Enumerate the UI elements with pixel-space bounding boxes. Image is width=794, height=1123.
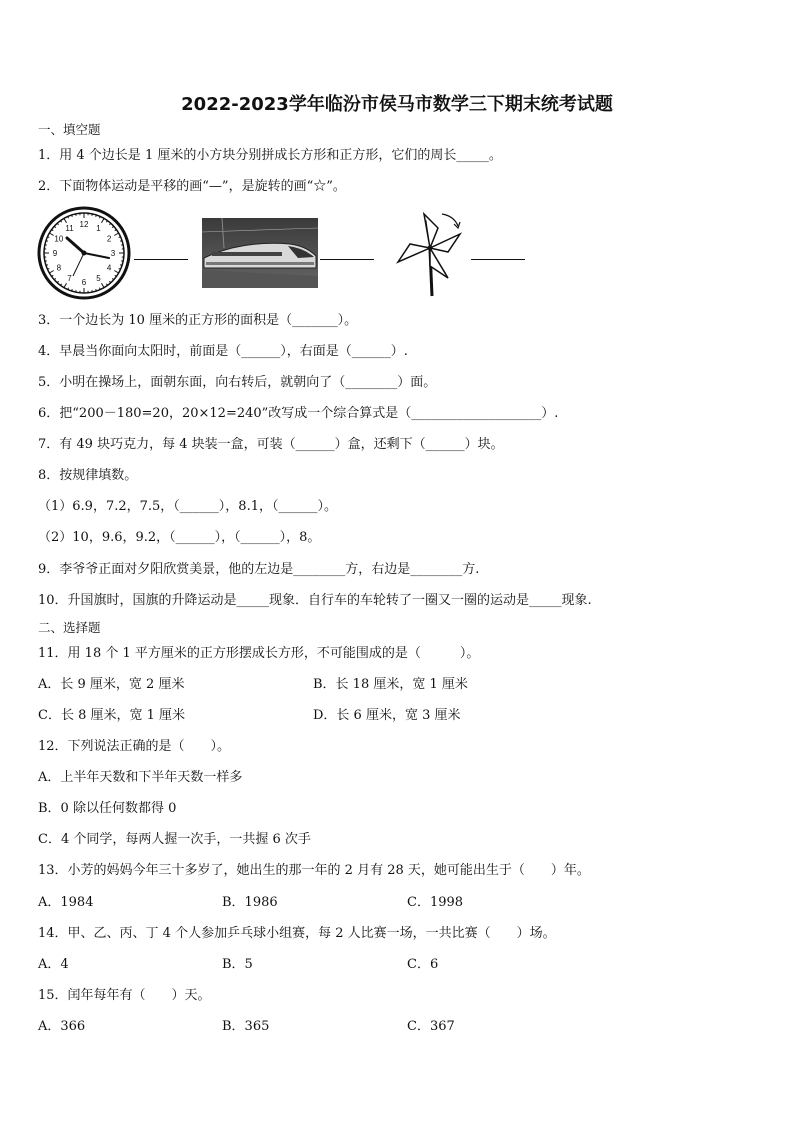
q15-option-c: C．367 bbox=[407, 1019, 455, 1034]
q12-option-a: A．上半年天数和下半年天数一样多 bbox=[38, 770, 243, 785]
question-2: 2．下面物体运动是平移的画“—”，是旋转的画“☆”。 bbox=[38, 179, 346, 194]
clock-number: 12 bbox=[79, 220, 89, 229]
q14-option-a: A．4 bbox=[38, 957, 69, 972]
question-8: 8．按规律填数。 bbox=[38, 468, 138, 483]
q11-option-b: B．长 18 厘米，宽 1 厘米 bbox=[313, 677, 468, 692]
section-fill-blank: 一、填空题 bbox=[38, 122, 101, 137]
question-1: 1．用 4 个边长是 1 厘米的小方块分别拼成长方形和正方形，它们的周长_____。 bbox=[38, 148, 502, 163]
clock-tick bbox=[72, 289, 73, 291]
question-8-part-2: （2）10，9.6，9.2，（______），（______），8。 bbox=[38, 530, 321, 545]
clock-number: 7 bbox=[67, 274, 72, 284]
q15-option-a: A．366 bbox=[38, 1019, 86, 1034]
clock-tick bbox=[96, 289, 97, 291]
question-9: 9．李爷爷正面对夕阳欣赏美景，他的左边是________方，右边是________方. bbox=[38, 562, 480, 577]
answer-line-clock[interactable] bbox=[134, 259, 188, 260]
question-3: 3．一个边长为 10 厘米的正方形的面积是（_______）。 bbox=[38, 313, 358, 328]
clock-tick bbox=[120, 265, 122, 266]
question-4: 4．早晨当你面向太阳时，前面是（______），右面是（______）. bbox=[38, 344, 408, 359]
question-6: 6．把“200－180=20，20×12=240”改写成一个综合算式是（____________________）. bbox=[38, 406, 559, 421]
clock-number: 1 bbox=[96, 223, 101, 233]
q12-option-b: B．0 除以任何数都得 0 bbox=[38, 801, 177, 816]
clock-image bbox=[37, 206, 131, 300]
clock-number: 3 bbox=[110, 249, 116, 258]
clock-number: 9 bbox=[52, 249, 58, 258]
q11-option-c: C．长 8 厘米，宽 1 厘米 bbox=[38, 708, 186, 723]
clock-number: 4 bbox=[106, 263, 112, 273]
q13-option-c: C．1998 bbox=[407, 895, 464, 910]
question-10: 10．升国旗时，国旗的升降运动是_____现象．自行车的车轮转了一圈又一圈的运动是_____现象. bbox=[38, 593, 592, 608]
clock-number: 5 bbox=[96, 274, 101, 284]
section-choice: 二、选择题 bbox=[38, 620, 101, 635]
question-15: 15．闰年每年有（ ）天。 bbox=[38, 988, 211, 1003]
clock-tick bbox=[120, 241, 122, 242]
question-13: 13．小芳的妈妈今年三十多岁了，她出生的那一年的 2 月有 28 天，她可能出生于（ ）年。 bbox=[38, 863, 590, 878]
page-title: 2022-2023学年临汾市侯马市数学三下期末统考试题 bbox=[181, 94, 613, 115]
clock-number: 6 bbox=[81, 278, 87, 287]
question-7: 7．有 49 块巧克力，每 4 块装一盒，可装（______）盒，还剩下（______）块。 bbox=[38, 437, 504, 452]
q15-option-b: B．365 bbox=[222, 1019, 270, 1034]
train-image bbox=[202, 218, 318, 288]
answer-line-train[interactable] bbox=[320, 259, 374, 260]
clock-number: 8 bbox=[56, 263, 62, 273]
q14-option-c: C．6 bbox=[407, 957, 439, 972]
clock-number: 11 bbox=[65, 223, 74, 233]
question-5: 5．小明在操场上，面朝东面，向右转后，就朝向了（________）面。 bbox=[38, 375, 437, 390]
q13-option-a: A．1984 bbox=[38, 895, 94, 910]
clock-number: 2 bbox=[106, 234, 112, 244]
question-12: 12．下列说法正确的是（ ）。 bbox=[38, 739, 231, 754]
question-8-part-1: （1）6.9，7.2，7.5，（______），8.1，（______）。 bbox=[38, 499, 337, 514]
q11-option-a: A．长 9 厘米，宽 2 厘米 bbox=[38, 677, 185, 692]
question-14: 14．甲、乙、丙、丁 4 个人参加乒乓球小组赛，每 2 人比赛一场，一共比赛（ ）场。 bbox=[38, 926, 556, 941]
pinwheel-image bbox=[390, 208, 466, 298]
answer-line-pinwheel[interactable] bbox=[471, 259, 525, 260]
clock-tick bbox=[72, 215, 73, 217]
q11-option-d: D．长 6 厘米，宽 3 厘米 bbox=[313, 708, 461, 723]
clock-tick bbox=[46, 241, 48, 242]
clock-tick bbox=[96, 215, 97, 217]
q14-option-b: B．5 bbox=[222, 957, 253, 972]
clock-number: 10 bbox=[54, 234, 64, 244]
q13-option-b: B．1986 bbox=[222, 895, 278, 910]
question-11: 11．用 18 个 1 平方厘米的正方形摆成长方形，不可能围成的是（ ）。 bbox=[38, 646, 480, 661]
q12-option-c: C．4 个同学，每两人握一次手，一共握 6 次手 bbox=[38, 832, 311, 847]
clock-tick bbox=[46, 265, 48, 266]
